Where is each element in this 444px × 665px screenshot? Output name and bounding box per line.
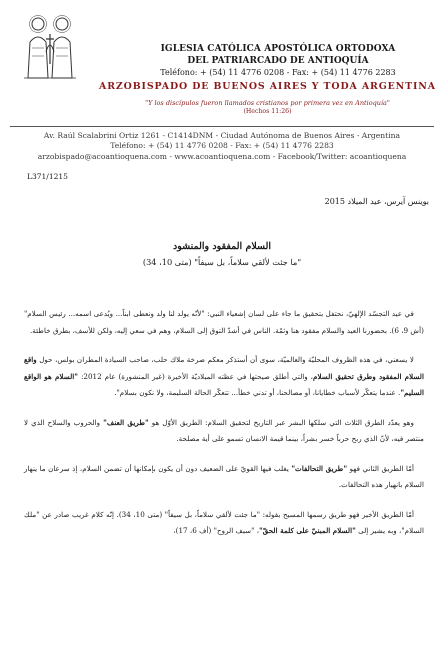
paragraph-3: وهو يعدّد الطرق الثلاث التي سلكها البشر عبر التاريخ لتحقيق السلام: الطريق الأوّل هو "طريق العنف" والحروب والسلاح الذي لا منتصر فيه، لأنّ الذي ربح حرباً خسر بشراً، بينما قيمة الانسان تسمو على أية مصلحة. xyxy=(24,417,424,443)
paragraph-2: لا يسعني، في هذه الظروف المحليّة والعالميّة، سوى أن أستذكر معكم صرخة ملاك حلب، صاحب السيادة المطران بولس، حول واقع السلام المفقود وطرق تحقيق السلام، والتي أطلق صيحتها في عظته الميلاديّة الأخيرة (غير المنشورة) عام 2012: "السلام هو الواقع السليم". عندما يتعكّر لأسباب خطايانا، أو مصالحنا، أو تدني خطأ... تتعكّر الحالة السليمة، ولا نكون بسلام". xyxy=(24,355,424,397)
paragraph-4: أمّا الطريق الثاني فهو "طريق التحالفات" يغلب فيها القويّ على الضعيف دون أن يكون بإمكانها أن تضمن السلام، إذ سرعان ما ينهار السلام بانهيار هذه التحالفات. xyxy=(24,463,424,489)
phone-fax-line: Teléfono: + (54) 11 4776 0208 - Fax: + (54) 11 4776 2283 xyxy=(110,141,334,150)
document-reference: L371/1215 xyxy=(27,172,68,181)
paragraph-1: في عيد التجسّد الإلهيّ، نحتفل بتحقيق ما جاء على لسان إشعياء النبي: "لأنّه يولد لنا ولد ونعطى ابناً... ويُدعى اسمه... رئيس السلام" (أش 9، 6). بحضورنا العيد والسلام مفقود هنا وثمّة. الناس في أشدّ التوق إلى السلام، وهم في سعي إليه، ولكن للأسف، بطرق خاطئة. xyxy=(24,309,424,335)
header-motto-reference: (Hechos 11:26) xyxy=(243,108,292,115)
document-body xyxy=(24,306,424,553)
archdiocese-title: ARZOBISPADO DE BUENOS AIRES Y TODA ARGENTINA xyxy=(99,81,436,92)
org-name-line2: DEL PATRIARCADO DE ANTIOQUÍA xyxy=(187,56,369,66)
church-logo xyxy=(16,12,84,82)
date-line: بوينس آيرس، عيد الميلاد 2015 xyxy=(324,197,429,206)
document-subtitle: "ما جئت لألقي سلاماً، بل سيفاً" (متى 10، 34) xyxy=(142,257,302,267)
paragraph-5: أمّا الطريق الأخير فهو طريق رسمها المسيح بقوله: "ما جئت لألقي سلاماً، بل سيفاً" (متى 10، 34). إنّه كلام غريب صادر عن "ملك السلام"، وبه يشير إلى "السلام المبنيّ على كلمة الحقّ"، "سيف الروح" (أف 6، 17)، xyxy=(24,509,424,535)
org-name-line1: IGLESIA CATÓLICA APOSTÓLICA ORTODOXA xyxy=(160,44,396,54)
header-divider xyxy=(10,126,434,127)
document-title: السلام المفقود والمنشود xyxy=(172,241,272,252)
address-line: Av. Raúl Scalabrini Ortiz 1261 - C1414DNM - Ciudad Autónoma de Buenos Aires - Argentina xyxy=(43,131,401,140)
saints-emblem-icon xyxy=(16,12,84,82)
org-phone-line: Teléfono: + (54) 11 4776 0208 - Fax: + (54) 11 4776 2283 xyxy=(160,68,396,77)
header-motto: "Y los discípulos fueron llamados cristianos por primera vez en Antioquía" xyxy=(145,99,390,107)
email-web-line: arzobispado@acoantioquena.com - www.acoantioquena.com - Facebook/Twitter: acoantioquena xyxy=(37,152,407,161)
